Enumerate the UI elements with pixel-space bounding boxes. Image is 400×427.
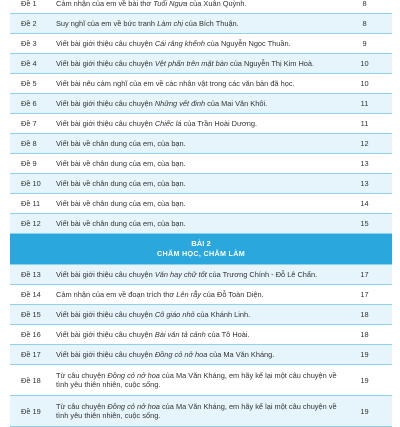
topic-number: Đề 17 — [10, 345, 51, 365]
page-number: 10 — [337, 54, 392, 74]
page-number: 19 — [337, 396, 392, 427]
page-number: 11 — [337, 94, 392, 114]
topic-title: Suy nghĩ của em về bức tranh Làm chị của Bích Thuận. — [51, 14, 337, 34]
page-number: 9 — [337, 34, 392, 54]
list-item — [10, 74, 392, 94]
section-label: BÀI 2 — [191, 239, 211, 248]
topic-number: Đề 5 — [10, 74, 51, 94]
topic-title: Viết bài giới thiệu câu chuyện Vệt phấn trên mặt bàn của Nguyễn Thị Kim Hoà. — [51, 54, 337, 74]
topic-number: Đề 13 — [10, 265, 51, 285]
page-number: 17 — [337, 285, 392, 305]
topic-title: Viết bài về chân dung của em, của bạn. — [51, 134, 337, 154]
topic-number: Đề 15 — [10, 305, 51, 325]
list-item — [10, 34, 392, 54]
topic-number: Đề 8 — [10, 134, 51, 154]
topic-title: Từ câu chuyện Đồng cỏ nở hoa của Ma Văn Kháng, em hãy kể lại một câu chuyện về tình yêu thiên nhiên, cuộc sống. — [51, 396, 337, 427]
list-item — [10, 265, 392, 285]
topic-number: Đề 9 — [10, 154, 51, 174]
list-item — [10, 54, 392, 74]
topic-title: Viết bài giới thiệu câu chuyện Chiếc lá của Trần Hoài Dương. — [51, 114, 337, 134]
topic-number: Đề 7 — [10, 114, 51, 134]
list-item — [10, 0, 392, 14]
list-item — [10, 174, 392, 194]
topic-title: Cảm nhận của em về bài thơ Tuổi Ngựa của Xuân Quỳnh. — [51, 0, 337, 14]
topic-title: Viết bài về chân dung của em, của bạn. — [51, 214, 337, 234]
page-number: 15 — [337, 214, 392, 234]
page-number: 18 — [337, 325, 392, 345]
page-number: 18 — [337, 305, 392, 325]
topic-number: Đề 11 — [10, 194, 51, 214]
list-item — [10, 305, 392, 325]
topic-title: Viết bài về chân dung của em, của bạn. — [51, 154, 337, 174]
page-number: 8 — [337, 0, 392, 14]
section-heading — [10, 234, 392, 265]
page-number: 13 — [337, 154, 392, 174]
page-number: 19 — [337, 365, 392, 396]
topic-title: Cảm nhận của em về đoạn trích thơ Lên rẫy của Đỗ Toàn Diện. — [51, 285, 337, 305]
page-number: 17 — [337, 265, 392, 285]
topic-number: Đề 18 — [10, 365, 51, 396]
list-item — [10, 214, 392, 234]
topic-title: Viết bài nêu cảm nghĩ của em về các nhân vật trong các văn bản đã học. — [51, 74, 337, 94]
topic-number: Đề 3 — [10, 34, 51, 54]
list-item — [10, 345, 392, 365]
list-item — [10, 365, 392, 396]
topic-number: Đề 14 — [10, 285, 51, 305]
topic-title: Viết bài giới thiệu câu chuyện Những vết đinh của Mai Văn Khôi. — [51, 94, 337, 114]
topic-title: Viết bài về chân dung của em, của bạn. — [51, 174, 337, 194]
page-number: 11 — [337, 114, 392, 134]
topic-title: Viết bài giới thiệu câu chuyện Đồng cỏ nở hoa của Ma Văn Kháng. — [51, 345, 337, 365]
section-title: CHĂM HỌC, CHĂM LÀM — [156, 249, 246, 258]
topic-title: Viết bài giới thiệu câu chuyện Văn hay chữ tốt của Trương Chính - Đỗ Lê Chẩn. — [51, 265, 337, 285]
list-item — [10, 14, 392, 34]
section-header — [10, 234, 392, 265]
list-item — [10, 396, 392, 427]
page-number: 10 — [337, 74, 392, 94]
list-item — [10, 94, 392, 114]
list-item — [10, 134, 392, 154]
topic-title: Viết bài giới thiệu câu chuyện Cô giáo nhỏ của Khánh Linh. — [51, 305, 337, 325]
topic-title: Từ câu chuyện Đồng cỏ nở hoa của Ma Văn Kháng, em hãy kể lại một câu chuyện về tình yêu thiên nhiên, cuộc sống. — [51, 365, 337, 396]
topic-title: Viết bài giới thiệu câu chuyện Bài văn tả cảnh của Tô Hoài. — [51, 325, 337, 345]
topic-number: Đề 1 — [10, 0, 51, 14]
list-item — [10, 285, 392, 305]
list-item — [10, 114, 392, 134]
list-item — [10, 154, 392, 174]
page-number: 14 — [337, 194, 392, 214]
page-number: 13 — [337, 174, 392, 194]
topic-number: Đề 10 — [10, 174, 51, 194]
topic-number: Đề 19 — [10, 396, 51, 427]
topic-title: Viết bài về chân dung của em, của bạn. — [51, 194, 337, 214]
topic-number: Đề 16 — [10, 325, 51, 345]
list-item — [10, 194, 392, 214]
list-item — [10, 325, 392, 345]
contents-table — [10, 0, 392, 427]
topic-number: Đề 4 — [10, 54, 51, 74]
page-number: 8 — [337, 14, 392, 34]
topic-number: Đề 2 — [10, 14, 51, 34]
page-number: 19 — [337, 345, 392, 365]
topic-number: Đề 6 — [10, 94, 51, 114]
topic-title: Viết bài giới thiệu câu chuyện Cái răng khểnh của Nguyễn Ngọc Thuần. — [51, 34, 337, 54]
page-number: 12 — [337, 134, 392, 154]
topic-number: Đề 12 — [10, 214, 51, 234]
